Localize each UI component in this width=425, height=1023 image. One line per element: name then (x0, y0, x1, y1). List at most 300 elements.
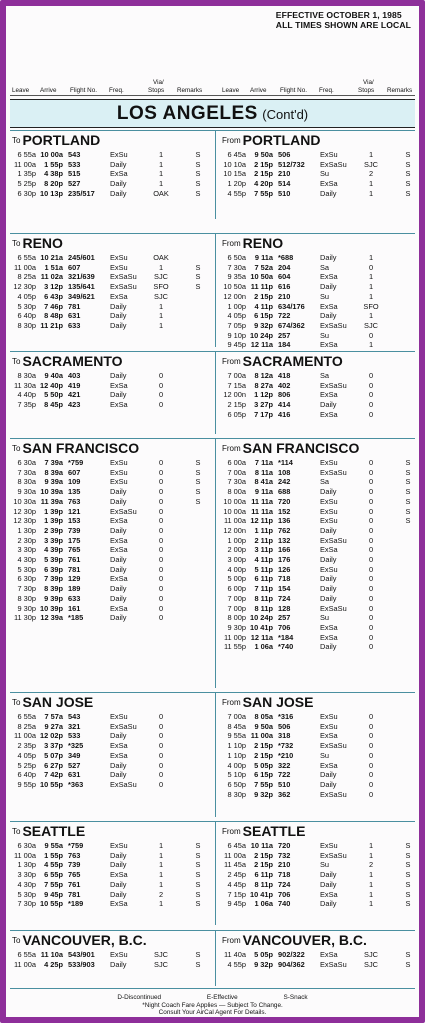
arrive-time: 2 15p (254, 169, 273, 179)
leave-time: 1 10p (227, 750, 246, 760)
frequency: ExSu (320, 458, 338, 467)
frequency: ExSu (110, 262, 128, 272)
frequency: Daily (110, 159, 127, 169)
from-city-name: SAN FRANCISCO (242, 440, 360, 456)
leave-time: 3 00p (227, 555, 246, 564)
flight-row (222, 574, 417, 584)
leave-time: 9 45p (227, 340, 246, 350)
frequency: ExSu (110, 458, 128, 467)
via-stops: 0 (368, 721, 374, 731)
to-city-title (12, 933, 147, 948)
leave-time: 6 50a (227, 253, 246, 262)
route-block (10, 930, 415, 986)
to-city-name: SAN FRANCISCO (22, 440, 140, 456)
flight-row (222, 790, 417, 800)
via-stops: 1 (158, 311, 164, 321)
remarks: S (195, 879, 201, 889)
leave-time: 6 40p (17, 770, 36, 780)
frequency: Daily (110, 487, 127, 497)
remarks: S (405, 458, 411, 467)
flight-row (222, 890, 417, 900)
leave-time: 9 30p (227, 622, 246, 632)
frequency: Daily (110, 879, 127, 889)
flight-number: 720 (278, 841, 291, 850)
flight-row (12, 851, 207, 861)
leave-time: 2 35p (17, 741, 36, 751)
flight-row (222, 536, 417, 546)
via-stops: 0 (368, 330, 374, 340)
flight-row (12, 899, 207, 909)
arrive-time: 12 02p (39, 731, 63, 741)
via-stops: 0 (158, 467, 164, 477)
via-stops: SJC (364, 950, 378, 959)
flight-row (222, 253, 417, 263)
col-stops: Stops (358, 87, 375, 94)
flight-number: 533/903 (68, 959, 95, 969)
remarks: S (405, 150, 411, 159)
flight-number: 740 (278, 899, 291, 909)
frequency: Daily (110, 593, 127, 603)
leave-time: 7 00a (227, 467, 246, 477)
column-divider (215, 351, 216, 434)
flight-number: 135 (68, 487, 81, 497)
flight-number: 423 (68, 400, 81, 410)
flight-number: *759 (68, 458, 84, 467)
frequency: Daily (110, 564, 127, 574)
via-stops: 0 (158, 506, 164, 516)
remarks: S (405, 188, 411, 198)
flight-number: 902/322 (278, 950, 305, 959)
frequency: Daily (110, 390, 127, 400)
flight-number: *325 (68, 741, 84, 751)
via-stops: 0 (368, 750, 374, 760)
flight-number: *688 (278, 253, 294, 262)
flight-row (222, 633, 417, 643)
flight-row (12, 253, 207, 263)
remarks: S (405, 179, 411, 189)
to-city-title (12, 133, 100, 148)
flight-number: 175 (68, 535, 81, 545)
frequency: ExSa (320, 179, 338, 189)
via-stops: 0 (368, 622, 374, 632)
remarks: S (195, 477, 201, 487)
via-stops: 0 (158, 603, 164, 613)
via-stops: 1 (368, 253, 374, 262)
flight-row (222, 282, 417, 292)
arrive-time: 4 11p (254, 301, 273, 311)
leave-time: 11 00p (223, 632, 246, 642)
to-city-title (12, 354, 123, 369)
leave-time: 7 15a (227, 380, 246, 390)
via-stops: SJC (154, 272, 168, 282)
remarks: S (405, 169, 411, 179)
flight-row (12, 960, 207, 970)
flight-number: 128 (278, 603, 291, 613)
flight-number: *759 (68, 841, 84, 850)
arrive-time: 1 39p (44, 516, 63, 526)
frequency: ExSu (110, 950, 128, 959)
flight-number: 533 (68, 159, 81, 169)
flight-row (12, 712, 207, 722)
flight-number: 318 (278, 731, 291, 741)
leave-time: 12 00n (223, 525, 246, 535)
to-city-name: SAN JOSE (22, 694, 94, 710)
flight-number: 419 (68, 380, 81, 390)
frequency: Daily (110, 555, 127, 564)
col-via: Via/ (153, 79, 164, 86)
arrive-time: 2 15p (254, 159, 273, 169)
flight-number: *114 (278, 458, 293, 467)
via-stops: 0 (158, 525, 164, 535)
leave-time: 12 00n (223, 390, 246, 400)
arrive-time: 3 39p (44, 535, 63, 545)
flight-number: 527 (68, 179, 81, 189)
arrive-time: 5 11p (254, 564, 273, 574)
flight-number: 763 (68, 496, 81, 506)
remarks: S (405, 950, 411, 959)
remarks: S (195, 169, 201, 179)
flight-row (222, 841, 417, 851)
via-stops: 1 (368, 870, 374, 880)
arrive-time: 4 20p (254, 179, 273, 189)
col-leave: Leave (12, 87, 30, 94)
leave-time: 2 30p (17, 535, 36, 545)
from-city-name: PORTLAND (242, 132, 321, 148)
via-stops: 1 (368, 311, 374, 321)
leave-time: 8 30p (17, 320, 36, 330)
flight-number: 166 (278, 545, 291, 555)
from-prefix: From (222, 239, 241, 248)
leave-time: 10 30a (13, 496, 36, 506)
arrive-time: 8 39p (44, 584, 63, 594)
column-divider (215, 233, 216, 347)
flight-row (12, 497, 207, 507)
leave-time: 1 10p (227, 741, 246, 751)
remarks: S (195, 467, 201, 477)
via-stops: 0 (368, 760, 374, 770)
arrive-time: 4 38p (44, 169, 63, 179)
via-stops: SJC (364, 159, 378, 169)
frequency: Daily (110, 613, 127, 623)
arrive-time: 11 39a (40, 496, 63, 506)
frequency: Daily (110, 959, 127, 969)
arrive-time: 5 05p (254, 950, 273, 959)
via-stops: 0 (158, 770, 164, 780)
remarks: S (405, 516, 411, 526)
frequency: ExSa (110, 741, 128, 751)
flight-row (12, 390, 207, 400)
leave-time: 6 30a (17, 458, 36, 467)
via-stops: 1 (368, 150, 374, 159)
via-stops: 0 (158, 712, 164, 721)
arrive-time: 5 05p (254, 760, 273, 770)
flight-number: 210 (278, 860, 291, 870)
flight-number: 688 (278, 487, 291, 497)
via-stops: 0 (158, 721, 164, 731)
to-city-name: SEATTLE (22, 823, 86, 839)
via-stops: SFO (363, 301, 379, 311)
arrive-time: 4 25p (44, 959, 63, 969)
remarks: S (195, 950, 201, 959)
column-header-left (10, 68, 210, 94)
from-city-title (222, 824, 305, 839)
leave-time: 1 35p (17, 169, 36, 179)
leave-time: 8 00a (227, 487, 246, 497)
frequency: ExSa (110, 899, 128, 909)
frequency: ExSa (110, 169, 128, 179)
frequency: Daily (320, 770, 337, 780)
remarks: S (195, 272, 201, 282)
frequency: Su (320, 613, 330, 623)
column-divider (215, 821, 216, 925)
route-block (10, 233, 415, 350)
flight-number: *189 (68, 899, 84, 909)
flight-row (222, 263, 417, 273)
arrive-time: 11 11a (251, 496, 273, 506)
flight-row (222, 604, 417, 614)
flight-row (12, 545, 207, 555)
arrive-time: 7 11a (254, 458, 273, 467)
flight-number: 904/362 (278, 959, 305, 969)
flight-number: *363 (68, 779, 84, 789)
banner-cont: (Cont'd) (262, 107, 309, 122)
leave-time: 4 55p (227, 959, 246, 969)
leave-time: 9 35a (227, 272, 246, 282)
flight-row (222, 870, 417, 880)
frequency: ExSu (320, 712, 338, 721)
via-stops: 2 (368, 860, 374, 870)
via-stops: 0 (368, 467, 374, 477)
flight-number: 349 (68, 750, 81, 760)
leave-time: 10 50a (223, 282, 246, 292)
from-city-title (222, 695, 313, 710)
arrive-time: 7 55p (254, 188, 273, 198)
frequency: ExSa (320, 632, 338, 642)
arrive-time: 1 12p (254, 390, 273, 400)
flight-number: 722 (278, 311, 291, 321)
flight-row (222, 770, 417, 780)
arrive-time: 9 32p (254, 789, 273, 799)
arrive-time: 9 32p (254, 959, 273, 969)
flight-number: 210 (278, 169, 291, 179)
flight-row (222, 526, 417, 536)
via-stops: 0 (368, 400, 374, 410)
leave-time: 8 45a (227, 721, 246, 731)
remarks: S (195, 262, 201, 272)
footer-legend (10, 994, 415, 1002)
flight-row (222, 545, 417, 555)
arrive-time: 11 11a (251, 506, 273, 516)
arrive-time: 8 20p (44, 179, 63, 189)
frequency: Daily (320, 584, 337, 594)
flight-number: 781 (68, 889, 81, 899)
flight-number: 154 (278, 584, 291, 594)
leave-time: 4 05p (17, 291, 36, 301)
col-flight: Flight No. (70, 87, 97, 94)
via-stops: 0 (368, 741, 374, 751)
flight-row (222, 497, 417, 507)
flight-row (12, 880, 207, 890)
frequency: Daily (320, 642, 337, 652)
col-remarks: Remarks (177, 87, 203, 94)
via-stops: 1 (368, 899, 374, 909)
flight-number: 718 (278, 574, 291, 584)
via-stops: OAK (153, 188, 169, 198)
flight-number: 732 (278, 850, 291, 860)
via-stops: 0 (158, 574, 164, 584)
flight-row (222, 390, 417, 400)
from-prefix: From (222, 357, 241, 366)
arrive-time: 11 11p (250, 282, 273, 292)
leave-time: 4 05p (227, 311, 246, 321)
flight-row (222, 381, 417, 391)
leave-time: 9 55a (227, 731, 246, 741)
via-stops: 0 (158, 390, 164, 400)
frequency: Daily (110, 889, 127, 899)
via-stops: 1 (368, 889, 374, 899)
via-stops: 0 (368, 390, 374, 400)
legend-snack: S-Snack (283, 994, 308, 1001)
frequency: Daily (110, 770, 127, 780)
flight-row (222, 169, 417, 179)
frequency: ExSu (320, 564, 338, 574)
flight-row (222, 565, 417, 575)
remarks: S (195, 188, 201, 198)
flight-number: 245/601 (68, 253, 95, 262)
via-stops: 1 (158, 841, 164, 850)
flight-row (12, 477, 207, 487)
frequency: Daily (320, 253, 337, 262)
from-city-title (222, 133, 320, 148)
remarks: S (405, 159, 411, 169)
flight-number: 109 (68, 477, 81, 487)
leave-time: 6 50p (227, 779, 246, 789)
leave-time: 8 25a (17, 272, 36, 282)
flight-number: 515 (68, 169, 81, 179)
section-rule (10, 351, 415, 352)
leave-time: 5 30p (17, 889, 36, 899)
frequency: ExSa (320, 301, 338, 311)
via-stops: 0 (368, 555, 374, 564)
section-rule (10, 821, 415, 822)
via-stops: 1 (368, 340, 374, 350)
frequency: Daily (320, 282, 337, 292)
leave-time: 8 30a (17, 371, 36, 380)
night-coach-note: *Night Coach Fare Applies — Subject To Change. (142, 1001, 283, 1009)
frequency: Daily (110, 860, 127, 870)
flight-row (222, 487, 417, 497)
via-stops: 0 (158, 760, 164, 770)
frequency: ExSaSu (110, 272, 137, 282)
to-city-name: SACRAMENTO (22, 353, 123, 369)
leave-time: 3 30p (17, 870, 36, 880)
arrive-time: 5 07p (44, 750, 63, 760)
leave-time: 7 00a (227, 371, 246, 380)
route-block (10, 351, 415, 434)
flight-number: *316 (278, 712, 294, 721)
frequency: Daily (110, 850, 127, 860)
flight-number: 257 (278, 330, 291, 340)
frequency: ExSaSu (320, 741, 347, 751)
leave-time: 5 30p (17, 564, 36, 574)
flight-number: 604 (278, 272, 291, 282)
frequency: ExSu (110, 477, 128, 487)
frequency: Daily (110, 731, 127, 741)
leave-time: 2 00p (227, 545, 246, 555)
remarks: S (405, 841, 411, 850)
frequency: ExSa (110, 750, 128, 760)
via-stops: 0 (158, 380, 164, 390)
remarks: S (195, 487, 201, 497)
leave-time: 7 30a (227, 262, 246, 272)
leave-time: 4 00p (227, 760, 246, 770)
col-stops: Stops (148, 87, 165, 94)
from-city-name: RENO (242, 235, 284, 251)
flight-row (222, 321, 417, 331)
flight-row (12, 292, 207, 302)
remarks: S (195, 458, 201, 467)
from-prefix: From (222, 936, 241, 945)
flight-number: 132 (278, 535, 291, 545)
via-stops: 1 (158, 870, 164, 880)
flight-number: *185 (68, 613, 84, 623)
flight-row (222, 623, 417, 633)
section-rule (10, 692, 415, 693)
flight-row (12, 613, 207, 623)
leave-time: 11 00a (223, 850, 246, 860)
remarks: S (195, 899, 201, 909)
to-prefix: To (12, 357, 21, 366)
arrive-time: 7 52a (254, 262, 273, 272)
flight-number: 402 (278, 380, 291, 390)
flight-number: 135/641 (68, 282, 95, 292)
from-city-title (222, 236, 283, 251)
flight-number: 321/639 (68, 272, 95, 282)
flight-row (222, 311, 417, 321)
frequency: Daily (320, 899, 337, 909)
via-stops: 1 (368, 850, 374, 860)
frequency: Sa (320, 371, 330, 380)
frequency: ExSa (110, 291, 128, 301)
flight-number: 762 (278, 525, 291, 535)
arrive-time: 11 10a (40, 950, 63, 959)
leave-time: 9 10p (227, 330, 246, 340)
frequency: ExSa (320, 272, 338, 282)
arrive-time: 6 27p (44, 760, 63, 770)
arrive-time: 10 24p (249, 330, 273, 340)
leave-time: 6 30p (17, 574, 36, 584)
remarks: S (195, 860, 201, 870)
leave-time: 11 00a (13, 159, 36, 169)
flight-row (222, 761, 417, 771)
leave-time: 6 40p (17, 311, 36, 321)
flight-row (12, 381, 207, 391)
flight-number: 349/621 (68, 291, 95, 301)
flight-row (222, 613, 417, 623)
leave-time: 7 05p (227, 320, 246, 330)
flight-number: 607 (68, 467, 81, 477)
flight-number: 514 (278, 179, 291, 189)
remarks: S (405, 850, 411, 860)
via-stops: 0 (158, 731, 164, 741)
flight-row (12, 780, 207, 790)
flight-row (222, 594, 417, 604)
leave-time: 12 30p (13, 506, 36, 516)
arrive-time: 7 11p (254, 584, 273, 594)
via-stops: 0 (368, 380, 374, 390)
arrive-time: 12 11p (250, 516, 273, 526)
via-stops: 0 (368, 779, 374, 789)
